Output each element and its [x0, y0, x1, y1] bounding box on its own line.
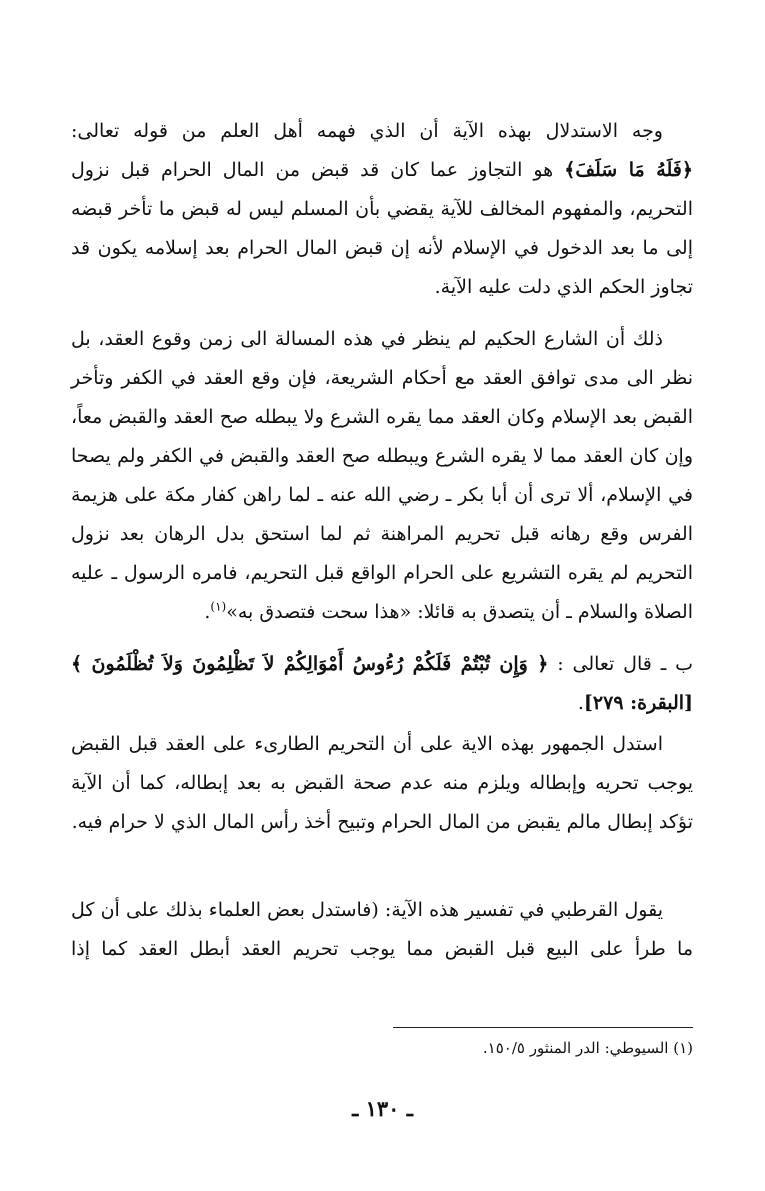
verse-label: ب ـ قال تعالى :	[557, 653, 693, 675]
surah-citation: [البقرة: ٢٧٩]	[583, 692, 693, 714]
quran-quote-baqara: ﴿ وَإِن تُبْتُمْ فَلَكُمْ رُءُوسُ أَمْوَالِكُمْ لاَ تَظْلِمُونَ وَلاَ تُظْلَمُونَ ﴾	[71, 653, 549, 675]
quran-quote-falahu: ﴿فَلَهُ مَا سَلَفَ﴾	[564, 159, 694, 181]
paragraph-istidlal	[71, 112, 693, 307]
footnote-divider	[393, 1027, 693, 1028]
paragraph-verse-279	[71, 645, 693, 723]
paragraph-intro: وجه الاستدلال بهذه الآية أن الذي فهمه أهل العلم من قوله تعالى:	[71, 120, 663, 142]
footnote-reference[interactable]: (١)	[210, 599, 227, 614]
paragraph-jumhur: استدل الجمهور بهذه الاية على أن التحريم الطارىء على العقد قبل القبض يوجب تحريه وإبطاله ويلزم منه عدم صحة القبض به بعد إبطاله، كما أن الآية تؤكد إبطال مالم يقبض من المال الحرام وتبيح أخذ رأس المال الذي لا حرام فيه.	[71, 733, 693, 833]
paragraph-end: .	[577, 692, 584, 714]
paragraph-end: .	[204, 601, 211, 623]
footnote: (١) السيوطي: الدر المنثور ١٥٠/٥.	[482, 1039, 693, 1057]
page-number: ـ ١٣٠ ـ	[352, 1096, 413, 1121]
paragraph-qurtubi: يقول القرطبي في تفسير هذه الآية: (فاستدل بعض العلماء بذلك على أن كل ما طرأ على البيع قبل القبض مما يوجب تحريم العقد أبطل العقد كما إذا	[71, 899, 693, 960]
paragraph-body: ذلك أن الشارع الحكيم لم ينظر في هذه المسالة الى زمن وقوع العقد، بل نظر الى مدى توافق العقد مع أحكام الشريعة، فإن وقع العقد في الكفر وتأخر القبض بعد الإسلام وكان العقد مما يقره الشرع ولا يبطله صح العقد والقبض معاً، وإن كان العقد مما لا يقره الشرع ويبطله صح العقد والقبض في الكفر ولم يصحا في الإسلام، ألا ترى أن أبا بكر ـ رضي الله عنه ـ لما راهن كفار مكة على هزيمة الفرس وقع رهانه قبل تحريم المراهنة ثم لما استحق بدل الرهان بعد نزول التحريم لم يقره التشريع على الحرام الواقع قبل التحريم، فامره الرسول ـ عليه الصلاة والسلام ـ أن يتصدق به قائلا: «هذا سحت فتصدق به»	[71, 328, 693, 623]
paragraph-shari-hakim	[71, 320, 693, 632]
paragraph-body: هو التجاوز عما كان قد قبض من المال الحرام قبل نزول التحريم، والمفهوم المخالف للآية يقضي بأن المسلم ليس له قبض ما تأخر قبضه إلى ما بعد الدخول في الإسلام لأنه إن قبض المال الحرام بعد إسلامه يكون قد تجاوز الحكم الذي دلت عليه الآية.	[71, 159, 693, 298]
